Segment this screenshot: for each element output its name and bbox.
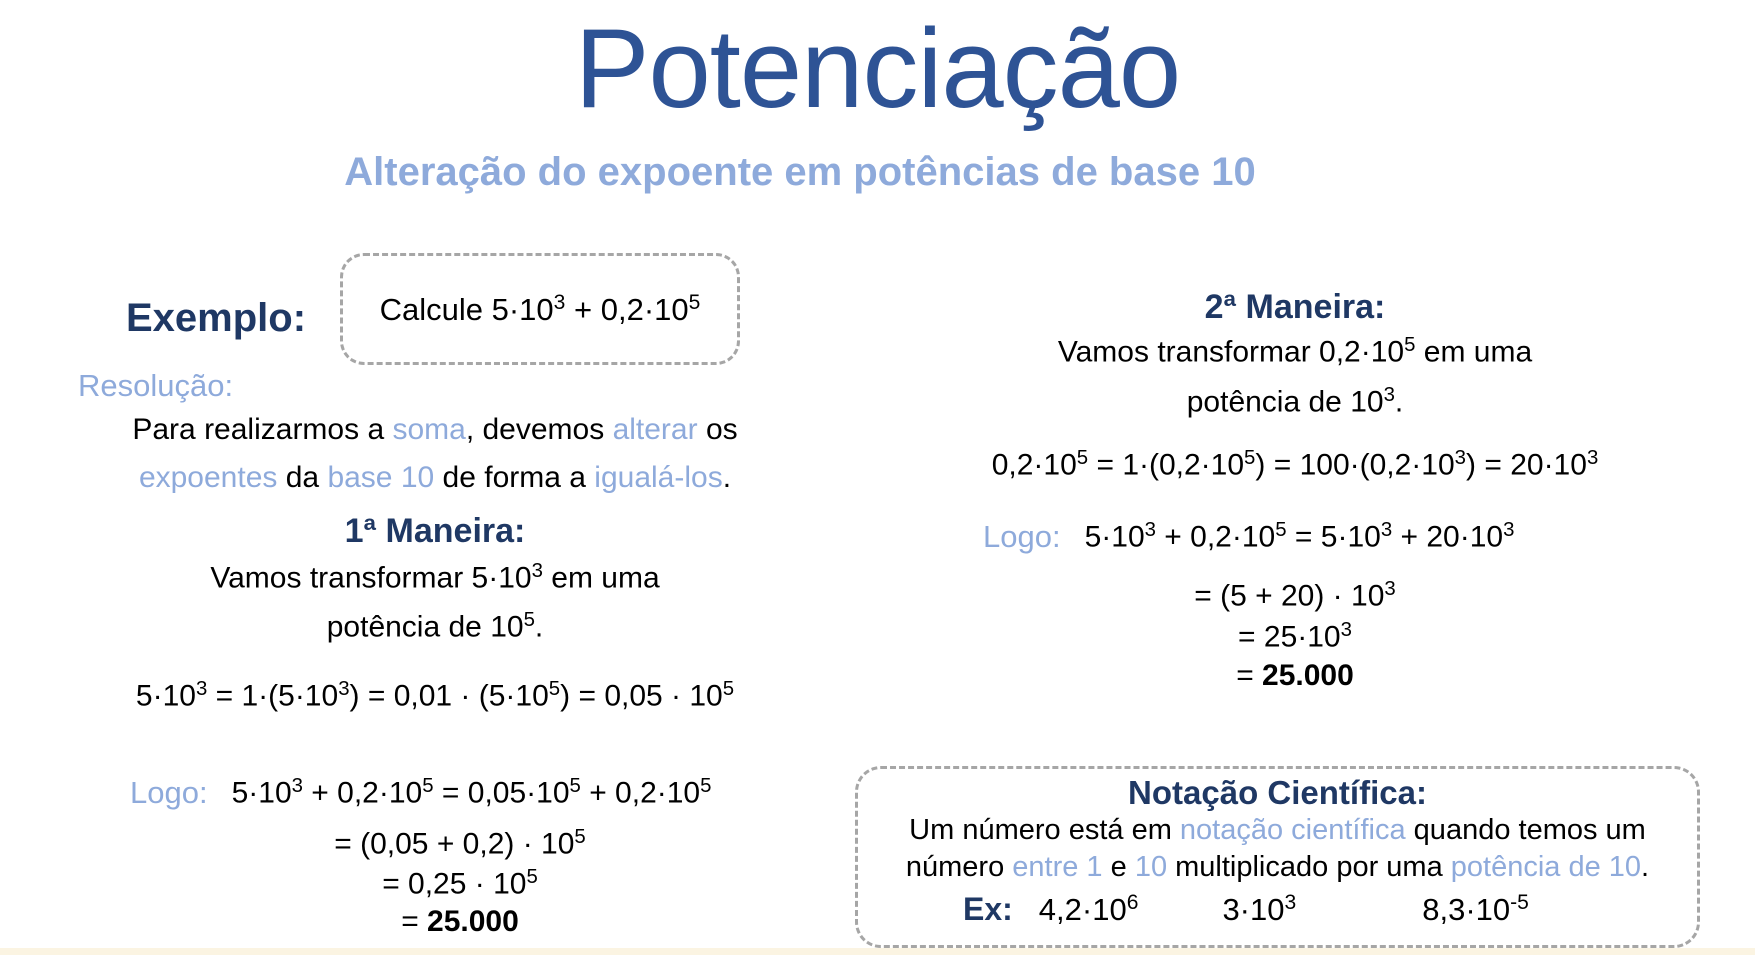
resolution-label: Resolução: bbox=[78, 368, 234, 403]
scientific-notation-heading: Notação Científica: bbox=[1128, 774, 1427, 811]
scientific-notation-box bbox=[855, 766, 1700, 948]
method2-logo-label: Logo: bbox=[983, 519, 1061, 554]
scientific-notation-line1: Um número está em notação científica quando temos um bbox=[909, 814, 1646, 846]
example-box bbox=[340, 253, 740, 365]
method2-heading: 2ª Maneira: bbox=[1204, 288, 1386, 326]
scientific-notation-examples-row bbox=[858, 891, 1697, 928]
method2-logo-equation: $5\cdot 10^3 + 0,2\cdot 10^5 = 5\cdot 10^3 + 20\cdot 10^3$ bbox=[1084, 519, 1515, 554]
method1-intro-line1: Vamos transformar $5\cdot 10^3$ em uma bbox=[210, 560, 660, 595]
examples-label: Ex: bbox=[963, 891, 1013, 927]
method1-step2: = $(0,05 + 0,2) \cdot 10^5$ bbox=[334, 826, 586, 861]
bottom-edge-strip bbox=[0, 948, 1755, 955]
method1-intro-line2: potência de $10^5$. bbox=[326, 609, 544, 644]
example-value-3: $8,3\cdot 10^{-5}$ bbox=[1422, 891, 1529, 927]
example-value-1: $4,2\cdot 10^6$ bbox=[1038, 891, 1139, 927]
resolution-text-line2: expoentes da base 10 de forma a igualá-los. bbox=[138, 461, 732, 494]
method1-equation: $5\cdot 10^3 = 1\cdot(5\cdot 10^3) = 0,01 \cdot (5\cdot 10^5) = 0,05 \cdot 10^5$ bbox=[135, 678, 735, 713]
example-value-2: $3\cdot 10^3$ bbox=[1222, 891, 1297, 927]
example-label: Exemplo: bbox=[126, 296, 307, 340]
method1-step3: = $0,25 \cdot 10^5$ bbox=[382, 866, 538, 901]
method1-heading: 1ª Maneira: bbox=[344, 512, 526, 550]
method1-logo-equation: $5\cdot 10^3 + 0,2\cdot 10^5 = 0,05\cdot 10^5 + 0,2\cdot 10^5$ bbox=[231, 775, 712, 810]
method2-step3: = $25\cdot 10^3$ bbox=[1238, 619, 1352, 654]
method2-equation: $0,2\cdot 10^5 = 1\cdot(0,2\cdot 10^5) = 100\cdot(0,2\cdot 10^3) = 20\cdot 10^3$ bbox=[991, 447, 1599, 482]
page-subtitle: Alteração do expoente em potências de base 10 bbox=[344, 150, 1256, 194]
method2-intro-line1: Vamos transformar $0,2\cdot 10^5$ em uma bbox=[1057, 334, 1533, 369]
method1-logo-label: Logo: bbox=[130, 775, 208, 810]
method2-step2: = $(5 + 20) \cdot 10^3$ bbox=[1194, 578, 1396, 613]
example-expression: Calcule $5\cdot 10^3 + 0,2\cdot 10^5$ bbox=[379, 290, 701, 327]
method1-result: = 25.000 bbox=[401, 905, 519, 938]
resolution-text-line1: Para realizarmos a soma, devemos alterar os bbox=[132, 413, 738, 446]
page-title: Potenciação bbox=[574, 6, 1181, 131]
scientific-notation-line2: número entre 1 e 10 multiplicado por uma potência de 10. bbox=[905, 851, 1650, 883]
method2-intro-line2: potência de $10^3$. bbox=[1186, 384, 1404, 419]
method2-logo-row bbox=[983, 519, 1514, 555]
method1-logo-row bbox=[130, 775, 711, 811]
method2-result: = 25.000 bbox=[1236, 659, 1354, 692]
